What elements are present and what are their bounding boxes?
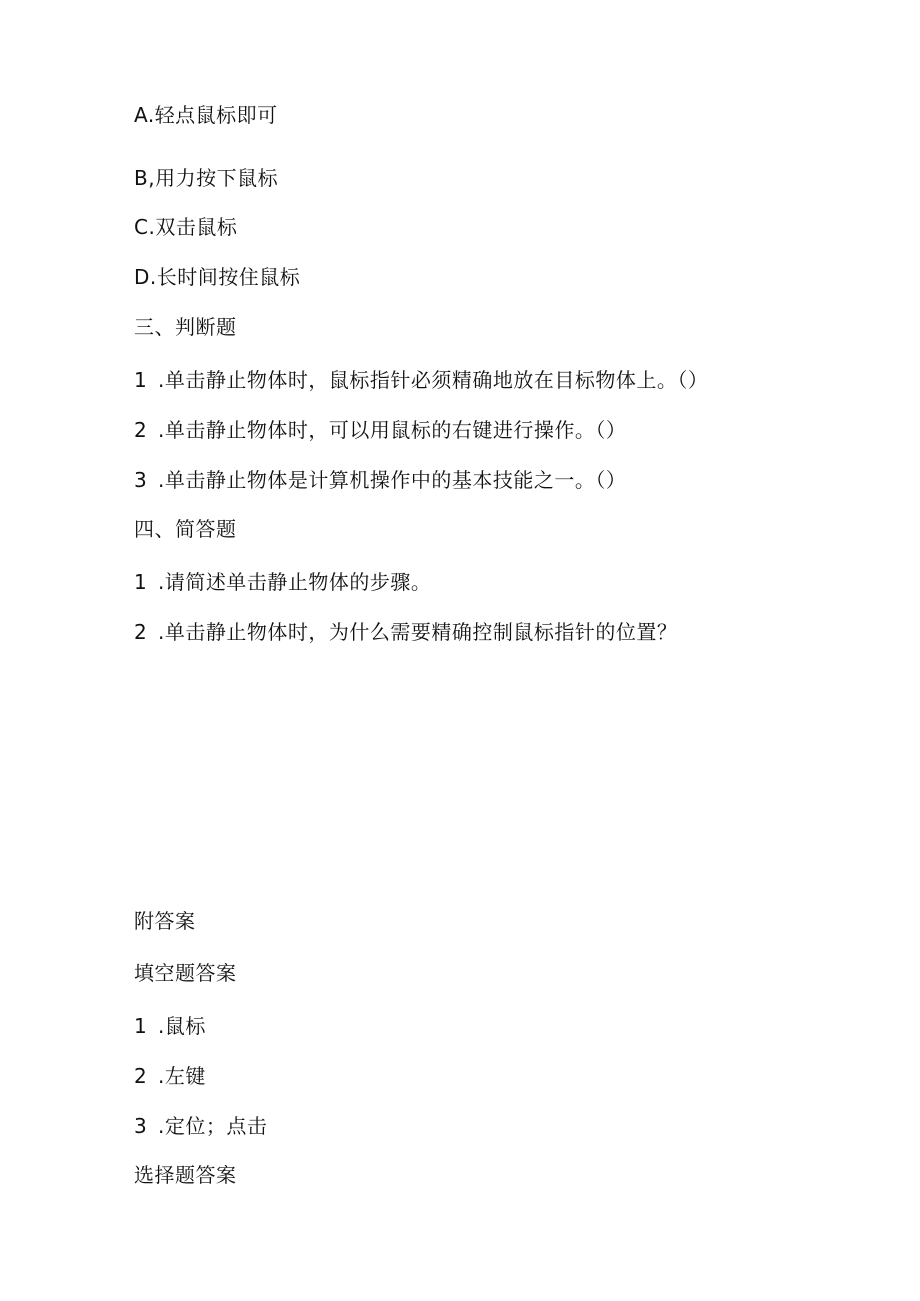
short-answer-item-1 <box>134 568 431 596</box>
true-false-item-1 <box>134 366 708 394</box>
section-heading-short-answer: 四、简答题 <box>134 517 237 541</box>
item-text: .请简述单击静止物体的步骤。 <box>158 570 432 594</box>
short-answer-item-2 <box>134 618 677 646</box>
item-number: 1 <box>134 570 148 594</box>
item-text: .定位；点击 <box>158 1114 268 1138</box>
item-text: .单击静止物体时，为什么需要精确控制鼠标指针的位置？ <box>158 620 678 644</box>
fill-answers-heading: 填空题答案 <box>134 961 237 985</box>
choice-option-a: A.轻点鼠标即可 <box>134 103 278 127</box>
fill-answer-3 <box>134 1112 267 1140</box>
fill-answer-1 <box>134 1012 206 1040</box>
choice-option-d: D.长时间按住鼠标 <box>134 265 301 289</box>
item-number: 2 <box>134 620 148 644</box>
fill-answer-2 <box>134 1062 206 1090</box>
answers-heading: 附答案 <box>134 909 196 933</box>
choice-option-b: B,用力按下鼠标 <box>134 166 279 190</box>
item-text: .单击静止物体时，可以用鼠标的右键进行操作。（） <box>158 418 627 442</box>
choice-option-c: C.双击鼠标 <box>134 215 238 239</box>
item-number: 3 <box>134 1114 148 1138</box>
item-number: 2 <box>134 418 148 442</box>
choice-answers-heading: 选择题答案 <box>134 1163 237 1187</box>
item-number: 1 <box>134 1014 148 1038</box>
section-heading-true-false: 三、判断题 <box>134 315 237 339</box>
true-false-item-3 <box>134 466 626 494</box>
item-text: .单击静止物体时，鼠标指针必须精确地放在目标物体上。（） <box>158 368 709 392</box>
true-false-item-2 <box>134 416 626 444</box>
item-text: .单击静止物体是计算机操作中的基本技能之一。（） <box>158 468 627 492</box>
item-text: .鼠标 <box>158 1014 206 1038</box>
item-text: .左键 <box>158 1064 206 1088</box>
item-number: 3 <box>134 468 148 492</box>
item-number: 1 <box>134 368 148 392</box>
item-number: 2 <box>134 1064 148 1088</box>
